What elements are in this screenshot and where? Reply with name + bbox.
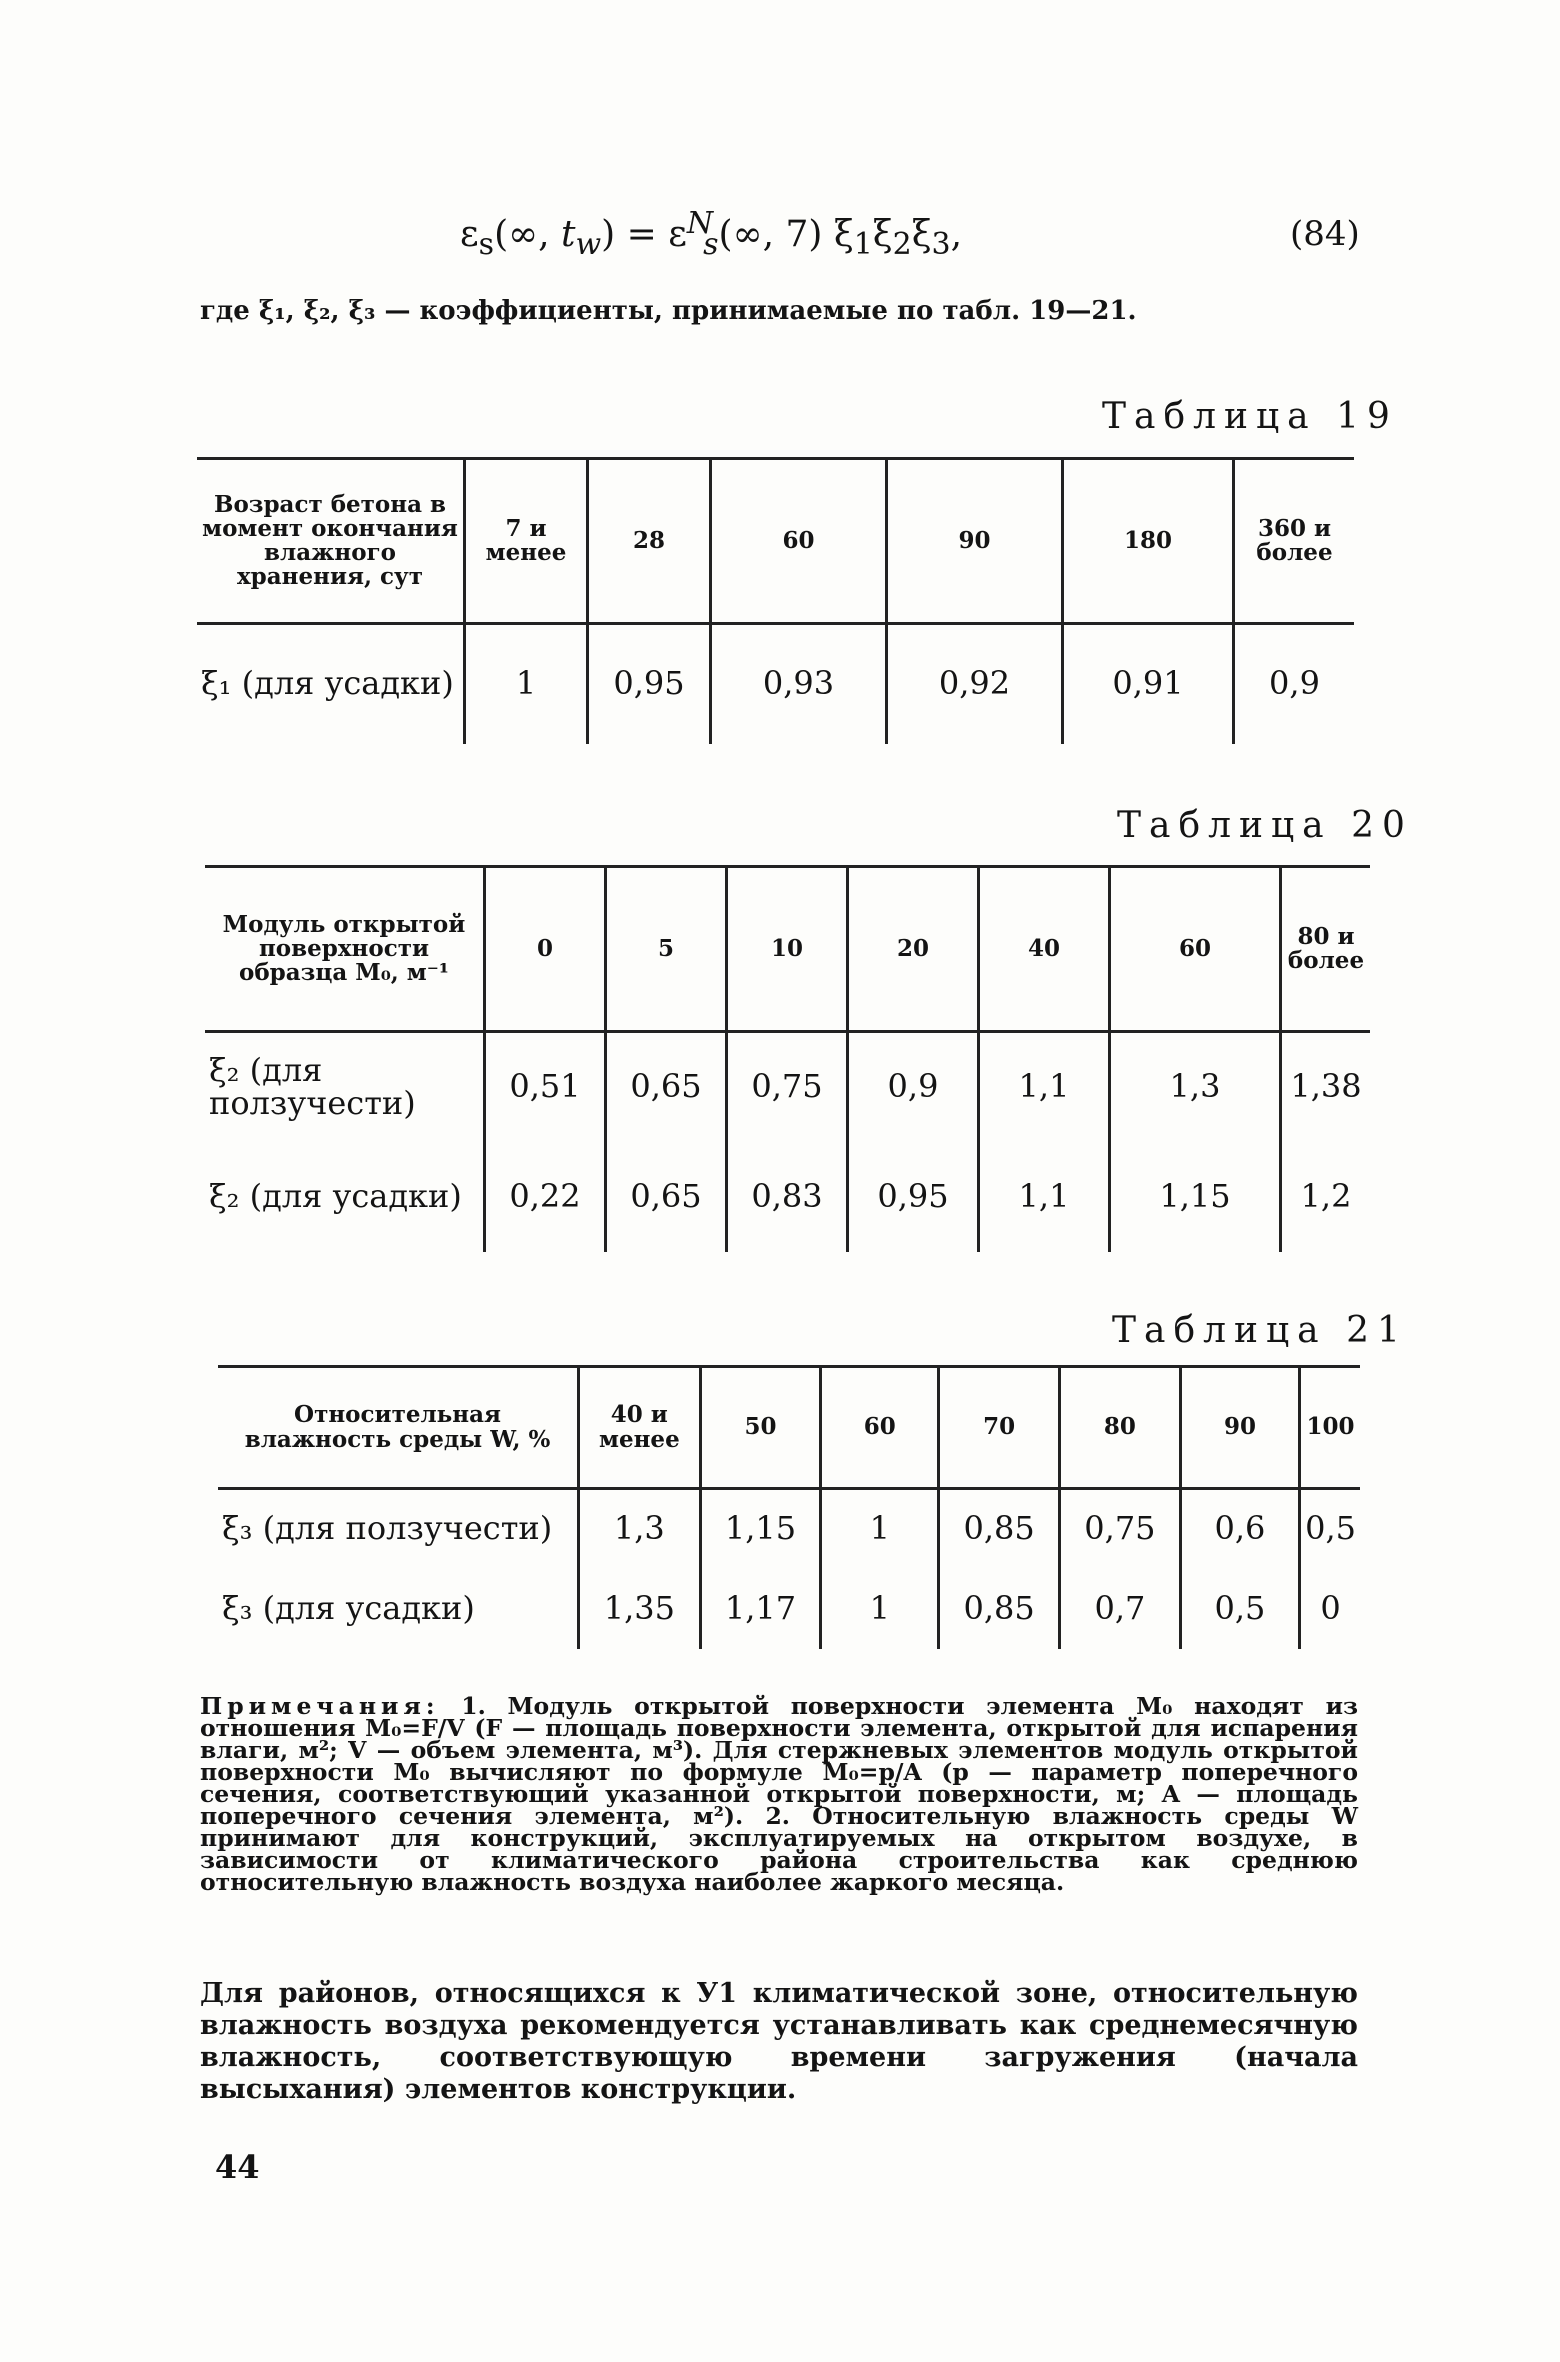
- table-19-caption: Таблица 19: [1102, 396, 1398, 437]
- table-20-col: 0: [485, 867, 606, 1032]
- table-21-cell: 1: [821, 1489, 939, 1569]
- table-notes: [200, 1692, 1358, 1896]
- table-20-cell: 0,95: [848, 1142, 979, 1252]
- table-21-col: 80: [1060, 1367, 1181, 1489]
- notes-heading: Примечания:: [200, 1692, 440, 1720]
- body-paragraph: Для районов, относящихся к У1 климатической зоне, относительную влажность воздуха рекомендуется устанавливать как среднемесячную влажность, соответствующую времени загружения (начала высыхания) элементов конструкции.: [200, 1978, 1358, 2105]
- table-20-cell: 0,65: [606, 1032, 727, 1142]
- table-20-cell: 1,15: [1110, 1142, 1281, 1252]
- table-21-cell: 0,85: [939, 1569, 1060, 1649]
- table-19-col: 7 и менее: [465, 459, 588, 624]
- table-21-col: 100: [1300, 1367, 1360, 1489]
- table-21-cell: 1: [821, 1569, 939, 1649]
- table-19-col: 90: [887, 459, 1063, 624]
- table-20-caption: Таблица 20: [1117, 805, 1413, 846]
- table-21-cell: 1,35: [579, 1569, 701, 1649]
- table-20: [205, 865, 1370, 1252]
- notes-text: 1. Модуль открытой поверхности элемента M₀ находят из отношения M₀=F/V (F — площадь поверхности элемента, открытой для испарения влаги, м²; V — объем элемента, м³). Для стержневых элементов модуль открытой поверхности M₀ вычисляют по формуле M₀=p/A (p — параметр поперечного сечения, соответствующий указанной открытой поверхности, м; A — площадь поперечного сечения элемента, м²). 2. Относительную влажность среды W принимают для конструкций, эксплуатируемых на открытом воздухе, в зависимости от климатического района строительства как среднюю относительную влажность воздуха наиболее жаркого месяца.: [200, 1692, 1358, 1896]
- table-19-col: 60: [711, 459, 887, 624]
- table-19-col: 360 и более: [1234, 459, 1355, 624]
- table-20-row-label: ξ₂ (для усадки): [209, 1176, 462, 1215]
- formula-84: $\varepsilon_s(\infty$, $t_w) = \varepsilon^N_s(\infty$, 7) $\xi_1\xi_2\xi_3$,: [460, 206, 963, 263]
- table-20-col: 20: [848, 867, 979, 1032]
- table-21-header-label: Относительная влажность среды W, %: [218, 1367, 579, 1489]
- table-21-caption: Таблица 21: [1112, 1310, 1408, 1351]
- table-19-col: 180: [1063, 459, 1234, 624]
- table-21-cell: 0,7: [1060, 1569, 1181, 1649]
- table-20-col: 10: [727, 867, 848, 1032]
- table-20-col: 60: [1110, 867, 1281, 1032]
- table-21-col: 70: [939, 1367, 1060, 1489]
- table-19-header-label: Возраст бетона в момент окончания влажного хранения, сут: [197, 459, 465, 624]
- table-21-row-label: ξ₃ (для ползучести): [222, 1509, 553, 1548]
- table-20-row-label: ξ₂ (для ползучести): [209, 1050, 416, 1123]
- page-number: 44: [215, 2148, 260, 2186]
- table-20-cell: 0,83: [727, 1142, 848, 1252]
- table-21-cell: 0,6: [1180, 1489, 1299, 1569]
- table-21-col: 40 и менее: [579, 1367, 701, 1489]
- table-20-col: 5: [606, 867, 727, 1032]
- table-21-cell: 0,75: [1060, 1489, 1181, 1569]
- table-20-cell: 0,22: [485, 1142, 606, 1252]
- table-20-cell: 0,9: [848, 1032, 979, 1142]
- table-19-cell: 0,9: [1234, 624, 1355, 744]
- table-21-cell: 1,15: [700, 1489, 821, 1569]
- table-19-cell: 0,95: [588, 624, 711, 744]
- table-21-col: 50: [700, 1367, 821, 1489]
- table-20-cell: 1,3: [1110, 1032, 1281, 1142]
- table-19: [197, 457, 1354, 744]
- table-20-col: 40: [979, 867, 1110, 1032]
- table-19-cell: 0,92: [887, 624, 1063, 744]
- where-line: где ξ₁, ξ₂, ξ₃ — коэффициенты, принимаемые по табл. 19—21.: [200, 296, 1137, 326]
- table-21-row-label: ξ₃ (для усадки): [222, 1588, 475, 1627]
- table-20-cell: 0,65: [606, 1142, 727, 1252]
- table-20-cell: 1,2: [1281, 1142, 1371, 1252]
- table-21-cell: 0,5: [1180, 1569, 1299, 1649]
- table-20-cell: 1,1: [979, 1142, 1110, 1252]
- table-20-cell: 0,75: [727, 1032, 848, 1142]
- table-19-col: 28: [588, 459, 711, 624]
- table-21-cell: 1,17: [700, 1569, 821, 1649]
- table-20-cell: 1,1: [979, 1032, 1110, 1142]
- table-20-cell: 1,38: [1281, 1032, 1371, 1142]
- table-21: [218, 1365, 1360, 1649]
- table-20-cell: 0,51: [485, 1032, 606, 1142]
- table-21-cell: 1,3: [579, 1489, 701, 1569]
- table-21-col: 90: [1180, 1367, 1299, 1489]
- table-20-header-label: Модуль открытой поверхности образца M₀, м⁻¹: [205, 867, 485, 1032]
- table-21-cell: 0,85: [939, 1489, 1060, 1569]
- table-19-cell: 0,91: [1063, 624, 1234, 744]
- table-19-cell: 1: [465, 624, 588, 744]
- equation-number: (84): [1290, 214, 1360, 254]
- table-19-row-label: ξ₁ (для усадки): [201, 664, 454, 703]
- table-21-col: 60: [821, 1367, 939, 1489]
- table-21-cell: 0,5: [1300, 1489, 1360, 1569]
- table-20-col: 80 и более: [1281, 867, 1371, 1032]
- table-19-cell: 0,93: [711, 624, 887, 744]
- table-21-cell: 0: [1300, 1569, 1360, 1649]
